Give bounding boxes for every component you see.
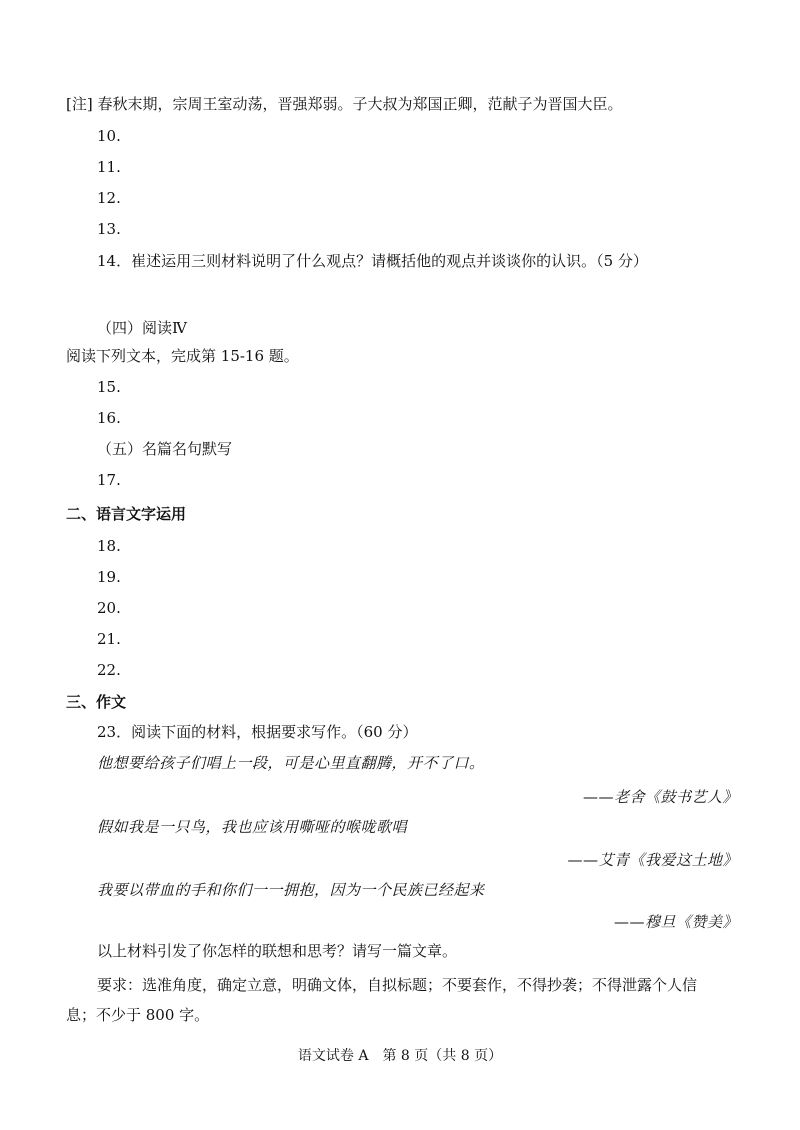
page-footer: 语文试卷 A 第 8 页（共 8 页） bbox=[297, 1048, 503, 1064]
question-19: 19. bbox=[97, 568, 121, 586]
question-13: 13. bbox=[97, 220, 121, 238]
question-12: 12. bbox=[97, 189, 121, 207]
question-20: 20. bbox=[97, 599, 121, 617]
question-16: 16. bbox=[97, 409, 121, 427]
question-17: 17. bbox=[97, 471, 121, 489]
quote-3-source: ——穆旦《赞美》 bbox=[613, 913, 738, 931]
requirements-line-1: 要求：选准角度，确定立意，明确文体，自拟标题；不要套作，不得抄袭；不得泄露个人信 bbox=[97, 976, 698, 994]
quote-2-source: ——艾青《我爱这土地》 bbox=[567, 851, 738, 869]
section-4-title: （四）阅读Ⅳ bbox=[97, 319, 187, 337]
section-5-title: （五）名篇名句默写 bbox=[97, 440, 233, 458]
part-3-title: 三、作文 bbox=[66, 693, 127, 711]
question-23: 23．阅读下面的材料，根据要求写作。（60 分） bbox=[97, 723, 418, 741]
question-22: 22. bbox=[97, 661, 121, 679]
question-10: 10. bbox=[97, 127, 121, 145]
section-4-instruction: 阅读下列文本，完成第 15-16 题。 bbox=[66, 347, 299, 365]
quote-1-source: ——老舍《鼓书艺人》 bbox=[582, 788, 738, 806]
writing-prompt: 以上材料引发了你怎样的联想和思考？请写一篇文章。 bbox=[97, 942, 458, 960]
question-21: 21. bbox=[97, 630, 121, 648]
question-18: 18. bbox=[97, 537, 121, 555]
question-14: 14．崔述运用三则材料说明了什么观点？请概括他的观点并谈谈你的认识。（5 分） bbox=[97, 252, 648, 270]
question-11: 11. bbox=[97, 158, 121, 176]
part-2-title: 二、语言文字运用 bbox=[66, 505, 187, 523]
quote-1: 他想要给孩子们唱上一段，可是心里直翻腾，开不了口。 bbox=[97, 754, 485, 772]
quote-3: 我要以带血的手和你们一一拥抱，因为一个民族已经起来 bbox=[97, 881, 485, 899]
question-15: 15. bbox=[97, 378, 121, 396]
note-text: [注] 春秋末期，宗周王室动荡，晋强郑弱。子大叔为郑国正卿，范献子为晋国大臣。 bbox=[66, 95, 623, 113]
requirements-line-2: 息；不少于 800 字。 bbox=[66, 1006, 210, 1024]
quote-2: 假如我是一只鸟，我也应该用嘶哑的喉咙歌唱 bbox=[97, 818, 408, 836]
